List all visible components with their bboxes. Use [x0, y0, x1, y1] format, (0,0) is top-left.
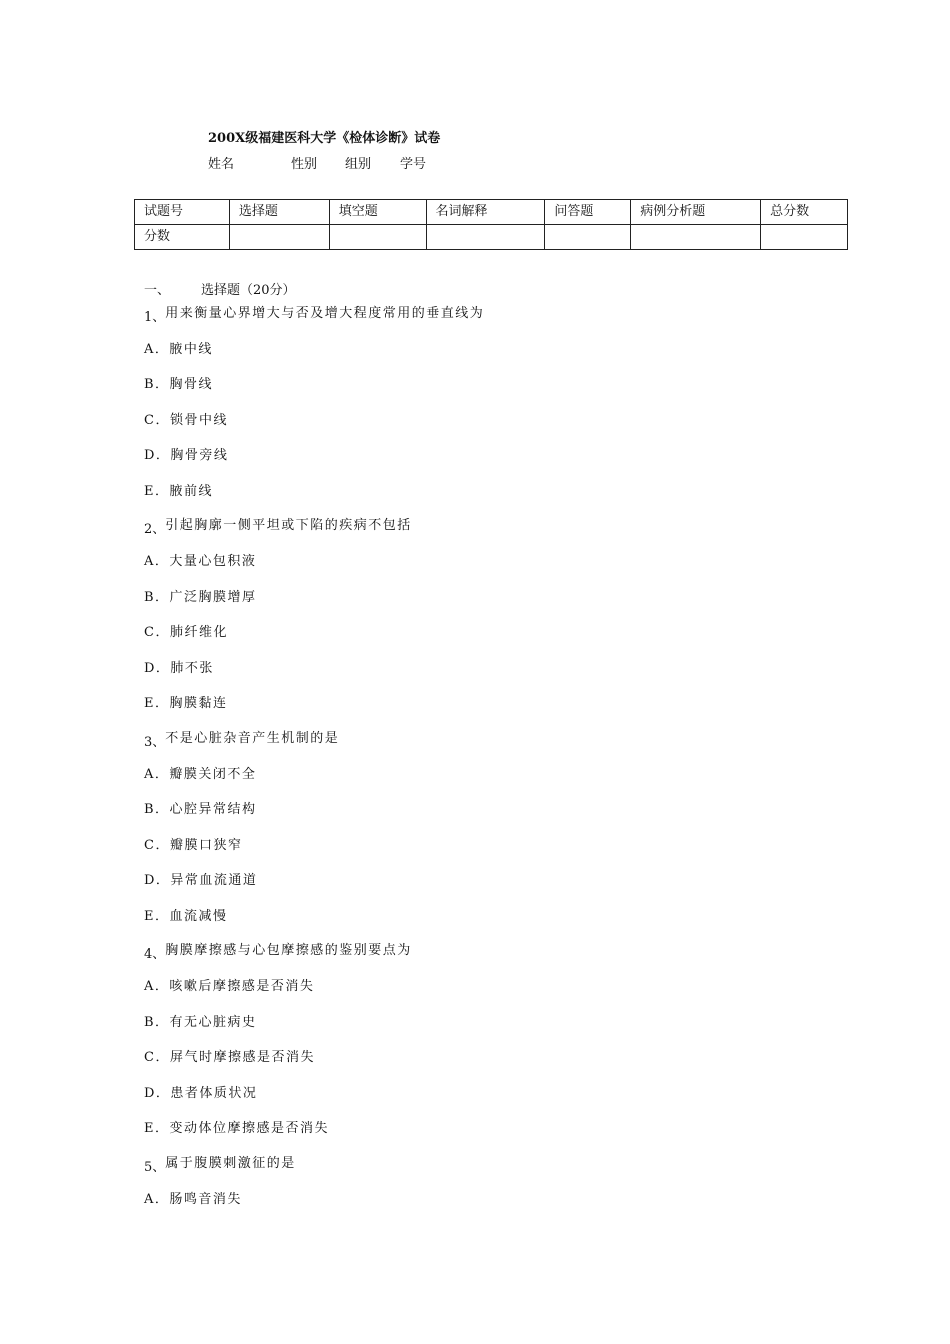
option: A．腋中线	[144, 342, 213, 357]
question-number: 4、	[144, 947, 166, 962]
option: D．胸骨旁线	[144, 448, 229, 463]
score-table-score-row	[135, 225, 848, 250]
option: E．血流减慢	[144, 909, 228, 924]
option: D．异常血流通道	[144, 873, 258, 888]
option: E．变动体位摩擦感是否消失	[144, 1121, 329, 1136]
question-number: 5、	[144, 1160, 166, 1175]
table-cell: 分数	[135, 225, 230, 250]
question-text: 用来衡量心界增大与否及增大程度常用的垂直线为	[165, 306, 485, 321]
option: E．腋前线	[144, 484, 213, 499]
option: B．胸骨线	[144, 377, 214, 392]
score-input-cell[interactable]	[229, 225, 329, 250]
option: D．肺不张	[144, 661, 214, 676]
table-cell: 名词解释	[426, 200, 545, 225]
score-table-header-row	[135, 200, 848, 225]
question-number: 3、	[144, 735, 166, 750]
gender-label: 性别	[291, 157, 318, 172]
question-text: 引起胸廓一侧平坦或下陷的疾病不包括	[165, 518, 412, 533]
group-label: 组别	[345, 157, 372, 172]
score-input-cell[interactable]	[545, 225, 631, 250]
table-cell: 试题号	[135, 200, 230, 225]
option: E．胸膜黏连	[144, 696, 228, 711]
option: A．肠鸣音消失	[144, 1192, 242, 1207]
section-heading	[144, 279, 296, 298]
option: A．瓣膜关闭不全	[144, 767, 257, 782]
student-id-label: 学号	[400, 157, 427, 172]
score-input-cell[interactable]	[761, 225, 848, 250]
option: B．广泛胸膜增厚	[144, 590, 257, 605]
question-text: 胸膜摩擦感与心包摩擦感的鉴别要点为	[165, 943, 412, 958]
option: C．锁骨中线	[144, 413, 228, 428]
option: B．有无心脏病史	[144, 1015, 257, 1030]
question-5	[144, 1152, 296, 1175]
table-cell: 病例分析题	[631, 200, 761, 225]
question-text: 不是心脏杂音产生机制的是	[165, 731, 340, 746]
option: C．屏气时摩擦感是否消失	[144, 1050, 315, 1065]
question-3	[144, 727, 340, 750]
question-text: 属于腹膜刺激征的是	[165, 1156, 296, 1171]
section-number: 一、	[144, 283, 171, 298]
name-label: 姓名	[208, 157, 235, 172]
option: A．咳嗽后摩擦感是否消失	[144, 979, 315, 994]
question-1	[144, 302, 485, 325]
option: D．患者体质状况	[144, 1086, 258, 1101]
question-number: 1、	[144, 310, 166, 325]
question-4	[144, 939, 412, 962]
score-input-cell[interactable]	[329, 225, 426, 250]
option: C．瓣膜口狭窄	[144, 838, 243, 853]
exam-title: 200X级福建医科大学《检体诊断》试卷	[208, 131, 441, 146]
table-cell: 选择题	[229, 200, 329, 225]
score-input-cell[interactable]	[426, 225, 545, 250]
question-number: 2、	[144, 522, 166, 537]
section-title: 选择题（20分）	[201, 283, 296, 298]
option: B．心腔异常结构	[144, 802, 257, 817]
table-cell: 总分数	[761, 200, 848, 225]
table-cell: 问答题	[545, 200, 631, 225]
score-table	[134, 199, 848, 250]
option: A．大量心包积液	[144, 554, 257, 569]
question-2	[144, 514, 412, 537]
score-input-cell[interactable]	[631, 225, 761, 250]
table-cell: 填空题	[329, 200, 426, 225]
option: C．肺纤维化	[144, 625, 228, 640]
